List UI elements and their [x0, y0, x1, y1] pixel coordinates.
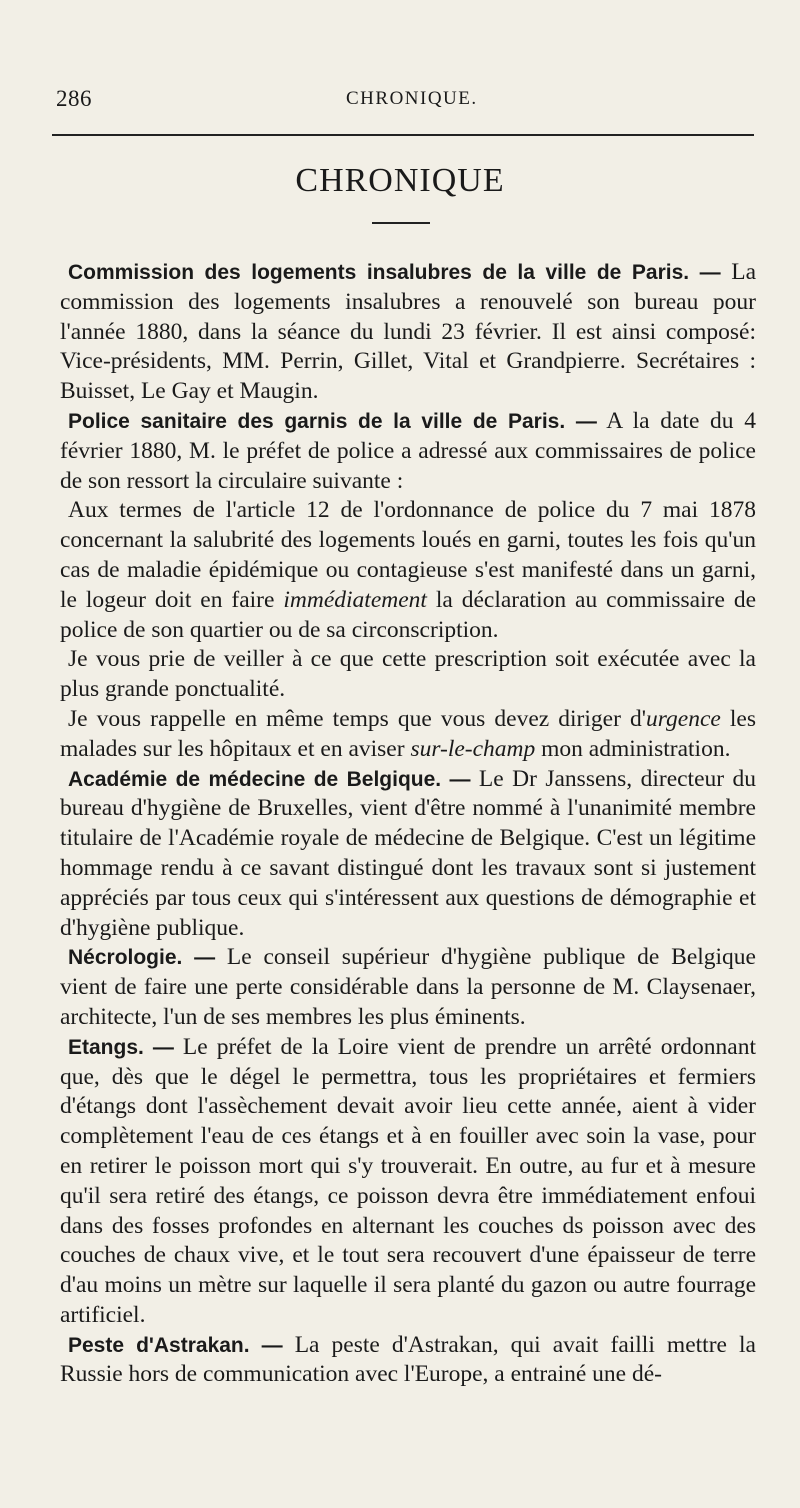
- paragraph-text: La peste d'Astrakan, qui avait failli mettre la Russie hors de communication avec l'Europe, a entrainé une dé-: [60, 1331, 756, 1388]
- paragraph-circular-2: [60, 645, 756, 705]
- paragraph-text: les malades sur les hôpitaux et en aviser: [60, 705, 757, 762]
- header-rule: [52, 134, 754, 136]
- paragraph-circular-1: [60, 496, 756, 645]
- emphasis-text: immédiatement: [283, 586, 427, 613]
- section-title: CHRONIQUE: [295, 162, 505, 199]
- paragraph-text: Aux termes de l'article 12 de l'ordonnance de police du 7 mai 1878 concernant la salubrité des logements loués en garni, toutes les fois qu'un cas de maladie épidémique ou contagieuse s'est manifesté dans un garni, le logeur doit en faire: [60, 497, 756, 613]
- title-rule: [372, 222, 430, 224]
- emphasis-text: urgence: [645, 705, 721, 732]
- paragraph-text: Je vous prie de veiller à ce que cette prescription soit exécutée avec la plus grande ponctualité.: [60, 646, 756, 703]
- article-body: [60, 258, 756, 1390]
- paragraph-police-sanitaire: [60, 407, 756, 496]
- paragraph-heading: Etangs. —: [68, 1035, 174, 1059]
- emphasis-text: sur-le-champ: [410, 735, 536, 762]
- paragraph-necrologie: [60, 943, 756, 1032]
- paragraph-heading: Police sanitaire des garnis de la ville de Paris. —: [68, 409, 597, 433]
- page-number: 286: [56, 86, 92, 111]
- paragraph-text: la déclaration au commissaire de police de son quartier ou de sa circonscription.: [60, 586, 756, 643]
- paragraph-commission: [60, 258, 756, 407]
- paragraph-heading: Nécrologie. —: [68, 946, 216, 970]
- paragraph-heading: Peste d'Astrakan. —: [68, 1333, 283, 1357]
- paragraph-peste: [60, 1331, 756, 1391]
- paragraph-text: Le conseil supérieur d'hygiène publique de Belgique vient de faire une perte considérable dans la personne de M. Claysenaer, architecte, l'un de ses membres les plus éminents.: [60, 944, 756, 1030]
- paragraph-heading: Commission des logements insalubres de la ville de Paris. —: [68, 261, 721, 284]
- paragraph-academie: [60, 765, 756, 944]
- paragraph-text: Le préfet de la Loire vient de prendre un arrêté ordonnant que, dès que le dégel le permettra, tous les propriétaires et fermiers d'étangs dont l'assèchement devait avoir lieu cette année, aient à vider complètement l'eau de ces étangs et à en fouiller avec soin la vase, pour en retirer le poisson mort qui s'y trouverait. En outre, au fur et à mesure qu'il sera retiré des étangs, ce poisson devra être immédiatement enfoui dans des fosses profondes en alternant les couches ds poisson avec des couches de chaux vive, et le tout sera recouvert d'une épaisseur de terre d'au moins un mètre sur laquelle il sera planté du gazon ou autre fourrage artificiel.: [60, 1033, 756, 1328]
- paragraph-text: A la date du 4 février 1880, M. le préfet de police a adressé aux commissaires de police de son ressort la circulaire suivante :: [60, 407, 756, 494]
- running-head: [56, 86, 760, 116]
- paragraph-heading: Académie de médecine de Belgique. —: [68, 767, 471, 791]
- running-title: CHRONIQUE.: [346, 88, 478, 109]
- paragraph-text: mon administration.: [535, 735, 731, 762]
- paragraph-text: La commission des logements insalubres a renouvelé son bureau pour l'année 1880, dans la séance du lundi 23 février. Il est ainsi composé: Vice-présidents, MM. Perrin, Gillet, Vital et Grandpierre. Secrétaires : Buisset, Le Gay et Maugin.: [60, 259, 756, 405]
- paragraph-etangs: [60, 1033, 756, 1331]
- paragraph-text: Le Dr Janssens, directeur du bureau d'hygiène de Bruxelles, vient d'être nommé à l'unanimité membre titulaire de l'Académie royale de médecine de Belgique. C'est un légitime hommage rendu à ce savant distingué dont les travaux sont si justement appréciés par tous ceux qui s'intéressent aux questions de démographie et d'hygiène publique.: [60, 765, 757, 941]
- paragraph-text: Je vous rappelle en même temps que vous devez diriger d': [68, 705, 646, 732]
- paragraph-circular-3: [60, 705, 756, 765]
